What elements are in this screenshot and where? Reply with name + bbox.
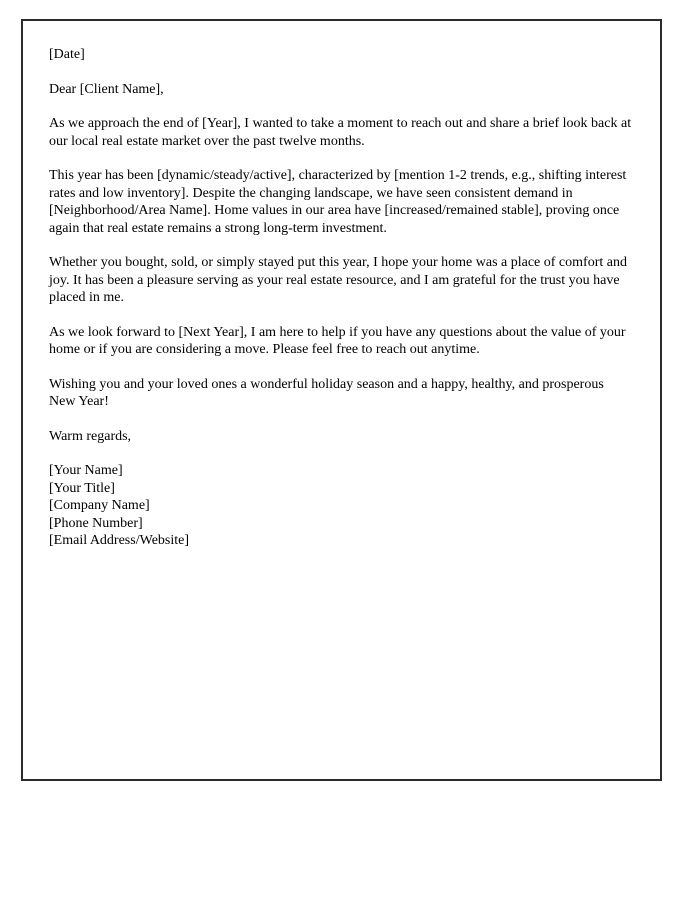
paragraph-market-recap: As we approach the end of [Year], I wanted to take a moment to reach out and share a brief look back at our local real estate market over the past twelve months.	[49, 116, 632, 149]
paragraph-gratitude: Whether you bought, sold, or simply stayed put this year, I hope your home was a place of comfort and joy. It has been a pleasure serving as your real estate resource, and I am grateful for the trust you have placed in me.	[49, 255, 627, 305]
signature-phone-placeholder: [Phone Number]	[49, 515, 143, 531]
letter-page	[21, 19, 662, 781]
letter-body	[23, 21, 660, 550]
signature-name-placeholder: [Your Name]	[49, 463, 123, 478]
date-placeholder: [Date]	[49, 47, 85, 62]
closing: Warm regards,	[49, 428, 132, 444]
paragraph-year-trends: This year has been [dynamic/steady/active], characterized by [mention 1-2 trends, e.g., shifting interest rates and low inventory]. Despite the changing landscape, we have seen consistent demand in [Neighborhood/Area Name]. Home values in our area have [increased/remained stable], proving once again that real estate remains a strong long-term investment.	[49, 168, 627, 236]
signature-title-placeholder: [Your Title]	[49, 480, 115, 496]
signature-block	[49, 462, 632, 550]
signature-email-placeholder: [Email Address/Website]	[49, 533, 190, 548]
paragraph-looking-forward: As we look forward to [Next Year], I am here to help if you have any questions about the value of your home or if you are considering a move. Please feel free to reach out anytime.	[49, 324, 626, 357]
paragraph-holiday-wishes: Wishing you and your loved ones a wonderful holiday season and a happy, healthy, and prosperous New Year!	[49, 376, 604, 409]
signature-company-placeholder: [Company Name]	[49, 498, 150, 513]
salutation: Dear [Client Name],	[49, 81, 164, 97]
